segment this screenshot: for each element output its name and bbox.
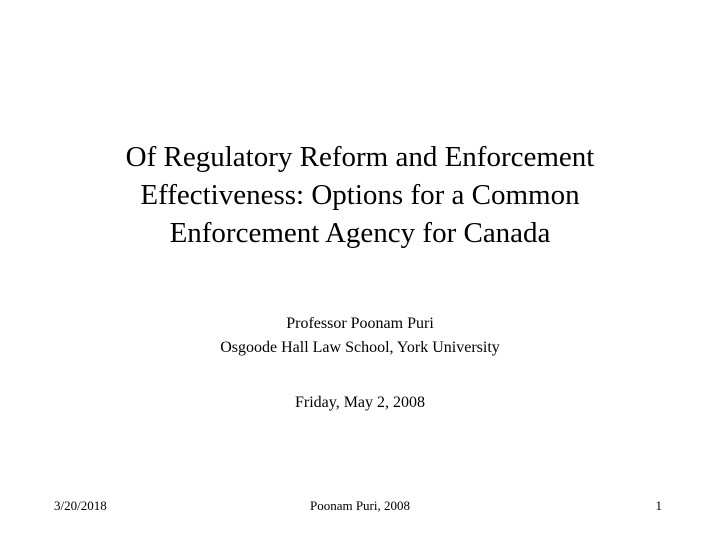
author-name: Professor Poonam Puri: [286, 315, 434, 332]
page-number: 1: [655, 498, 662, 513]
footer-text: Poonam Puri, 2008: [309, 498, 411, 513]
title-line-3: Enforcement Agency for Canada: [169, 217, 551, 249]
slide-subtitle: [60, 312, 660, 360]
slide-title: [60, 138, 660, 252]
title-line-2: Effectiveness: Options for a Common: [140, 179, 580, 211]
author-affiliation: Osgoode Hall Law School, York University: [220, 339, 500, 356]
footer-date: 3/20/2018: [54, 498, 107, 513]
title-line-1: Of Regulatory Reform and Enforcement: [125, 141, 595, 173]
presentation-date: Friday, May 2, 2008: [294, 394, 426, 411]
